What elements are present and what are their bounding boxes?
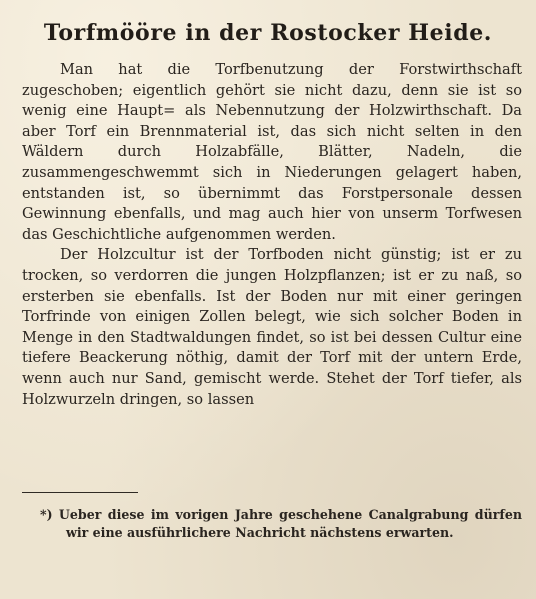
page-title: Torfmööre in der Rostocker Heide. [43, 20, 493, 46]
footnote: *) Ueber diese im vorigen Jahre geschehene Canalgrabung dürfen wir eine ausführlichere Nachricht nächstens erwarten. [40, 507, 522, 540]
paragraph-2: Der Holzcultur ist der Torfboden nicht günstig; ist er zu trocken, so verdorren die jungen Holzpflanzen; ist er zu naß, so ersterben sie ebenfalls. Ist der Boden nur mit einer geringen Torfrinde von einigen Zollen belegt, wie sich solcher Boden in Menge in den Stadtwaldungen findet, so ist bei dessen Cultur eine tiefere Beackerung nöthig, damit der Torf mit der untern Erde, wenn auch nur Sand, gemischt werde. Stehet der Torf tiefer, als Holzwurzeln dringen, so lassen [22, 246, 522, 408]
paragraph-1: Man hat die Torfbenutzung der Forstwirthschaft zugeschoben; eigentlich gehört sie nicht dazu, denn sie ist so wenig eine Haupt= als Nebennutzung der Holzwirthschaft. Da aber Torf ein Brennmaterial ist, das sich nicht selten in den Wäldern durch Holzabfälle, Blätter, Nadeln, die zusammengeschwemmt sich in Niederungen gelagert haben, entstanden ist, so übernimmt das Forstpersonale dessen Gewinnung ebenfalls, und mag auch hier von unserm Torfwesen das Geschichtliche aufgenommen werden. [22, 61, 522, 243]
footnote-divider [22, 492, 138, 493]
body-text [22, 60, 522, 410]
